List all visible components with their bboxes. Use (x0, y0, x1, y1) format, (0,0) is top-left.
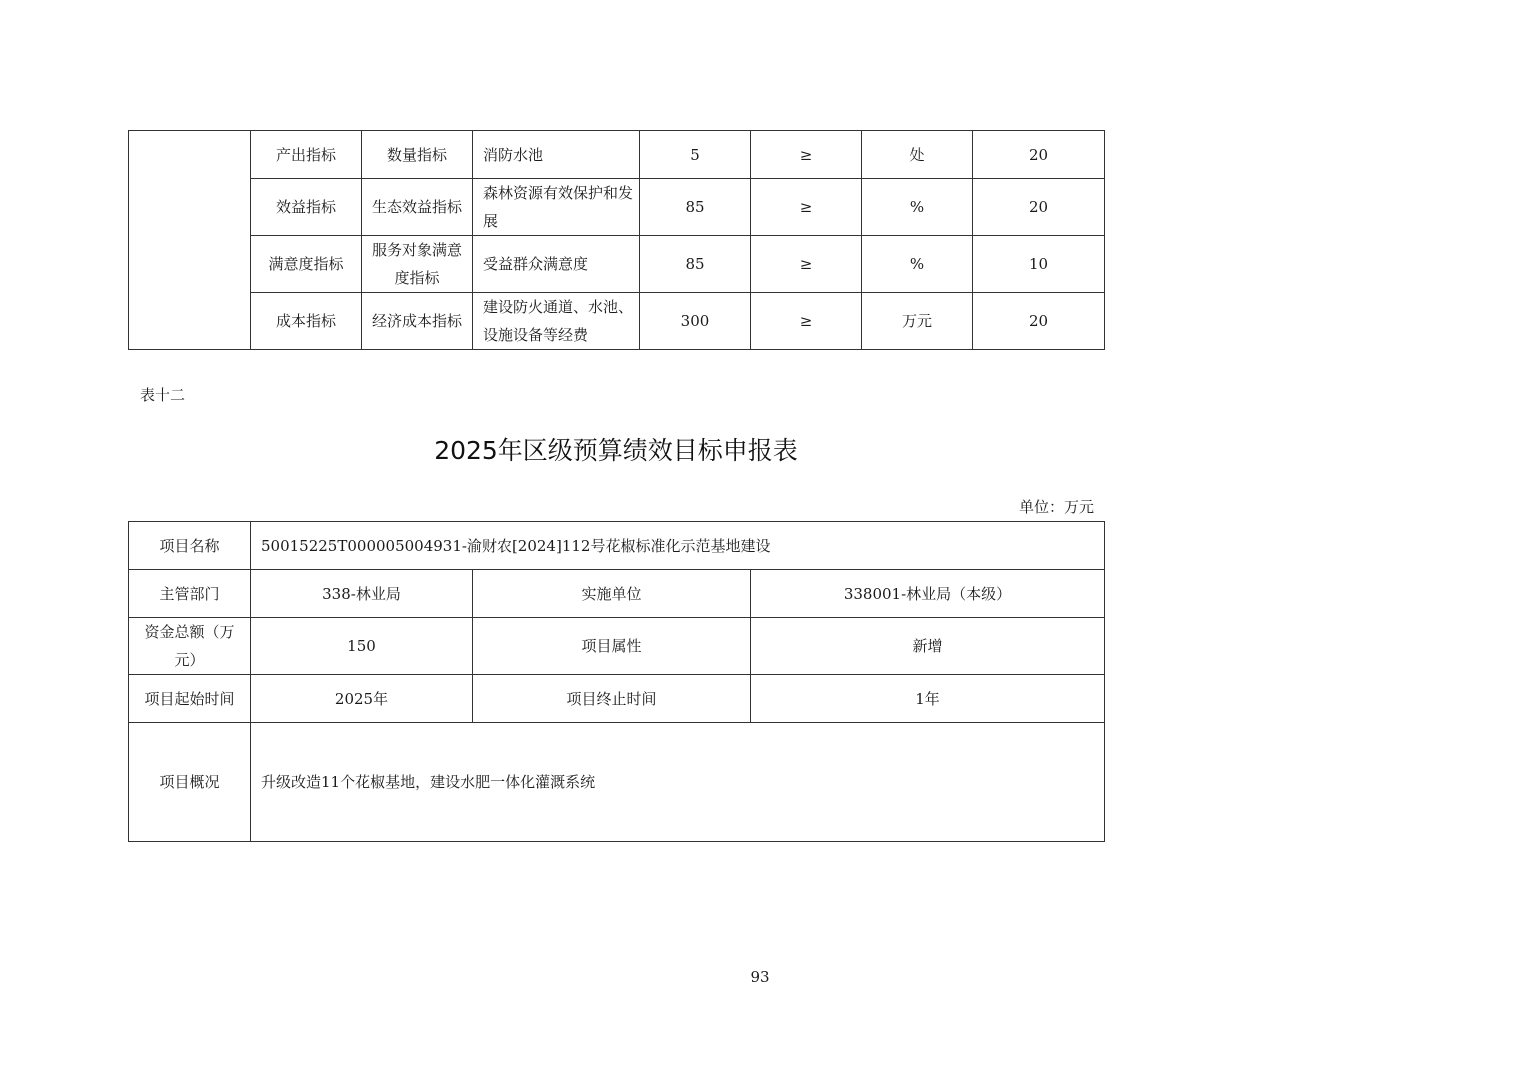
level3-indicator: 受益群众满意度 (473, 236, 640, 293)
level1-indicator: 成本指标 (251, 293, 362, 350)
indicator-weight: 20 (973, 131, 1105, 179)
table-row (129, 570, 1105, 618)
implementing-unit-value: 338001-林业局（本级） (751, 570, 1105, 618)
indicator-operator: ≥ (751, 179, 862, 236)
page-number: 93 (750, 968, 770, 986)
indicator-weight: 10 (973, 236, 1105, 293)
indicator-value: 85 (640, 236, 751, 293)
level3-indicator: 建设防火通道、水池、设施设备等经费 (473, 293, 640, 350)
indicator-operator: ≥ (751, 293, 862, 350)
level2-indicator: 经济成本指标 (362, 293, 473, 350)
project-name-value: 50015225T000005004931-渝财农[2024]112号花椒标准化示范基地建设 (251, 522, 1105, 570)
table-row (129, 236, 1105, 293)
indicator-weight: 20 (973, 179, 1105, 236)
level1-indicator: 效益指标 (251, 179, 362, 236)
level2-indicator: 服务对象满意度指标 (362, 236, 473, 293)
department-label: 主管部门 (129, 570, 251, 618)
project-attribute-label: 项目属性 (473, 618, 751, 675)
indicator-weight: 20 (973, 293, 1105, 350)
start-time-value: 2025年 (251, 675, 473, 723)
table-row (129, 522, 1105, 570)
level2-indicator: 数量指标 (362, 131, 473, 179)
level1-indicator: 产出指标 (251, 131, 362, 179)
performance-indicator-table (128, 130, 1105, 350)
indicator-unit: 处 (862, 131, 973, 179)
merged-blank-cell (129, 131, 251, 350)
total-funds-label: 资金总额（万元） (129, 618, 251, 675)
indicator-value: 300 (640, 293, 751, 350)
table-row (129, 131, 1105, 179)
level3-indicator: 森林资源有效保护和发展 (473, 179, 640, 236)
project-overview-value: 升级改造11个花椒基地，建设水肥一体化灌溉系统 (251, 723, 1105, 842)
indicator-unit: 万元 (862, 293, 973, 350)
project-overview-label: 项目概况 (129, 723, 251, 842)
unit-label: 单位：万元 (1018, 498, 1094, 516)
table-row (129, 293, 1105, 350)
implementing-unit-label: 实施单位 (473, 570, 751, 618)
end-time-label: 项目终止时间 (473, 675, 751, 723)
start-time-label: 项目起始时间 (129, 675, 251, 723)
indicator-unit: % (862, 179, 973, 236)
form-title: 2025年区级预算绩效目标申报表 (434, 436, 798, 465)
level2-indicator: 生态效益指标 (362, 179, 473, 236)
indicator-value: 85 (640, 179, 751, 236)
table-row (129, 723, 1105, 842)
total-funds-value: 150 (251, 618, 473, 675)
level1-indicator: 满意度指标 (251, 236, 362, 293)
project-info-table (128, 521, 1105, 842)
indicator-operator: ≥ (751, 131, 862, 179)
table-number-label: 表十二 (140, 386, 186, 404)
end-time-value: 1年 (751, 675, 1105, 723)
project-name-label: 项目名称 (129, 522, 251, 570)
indicator-operator: ≥ (751, 236, 862, 293)
table-row (129, 618, 1105, 675)
table-row (129, 179, 1105, 236)
indicator-value: 5 (640, 131, 751, 179)
table-row (129, 675, 1105, 723)
level3-indicator: 消防水池 (473, 131, 640, 179)
department-value: 338-林业局 (251, 570, 473, 618)
project-attribute-value: 新增 (751, 618, 1105, 675)
indicator-unit: % (862, 236, 973, 293)
